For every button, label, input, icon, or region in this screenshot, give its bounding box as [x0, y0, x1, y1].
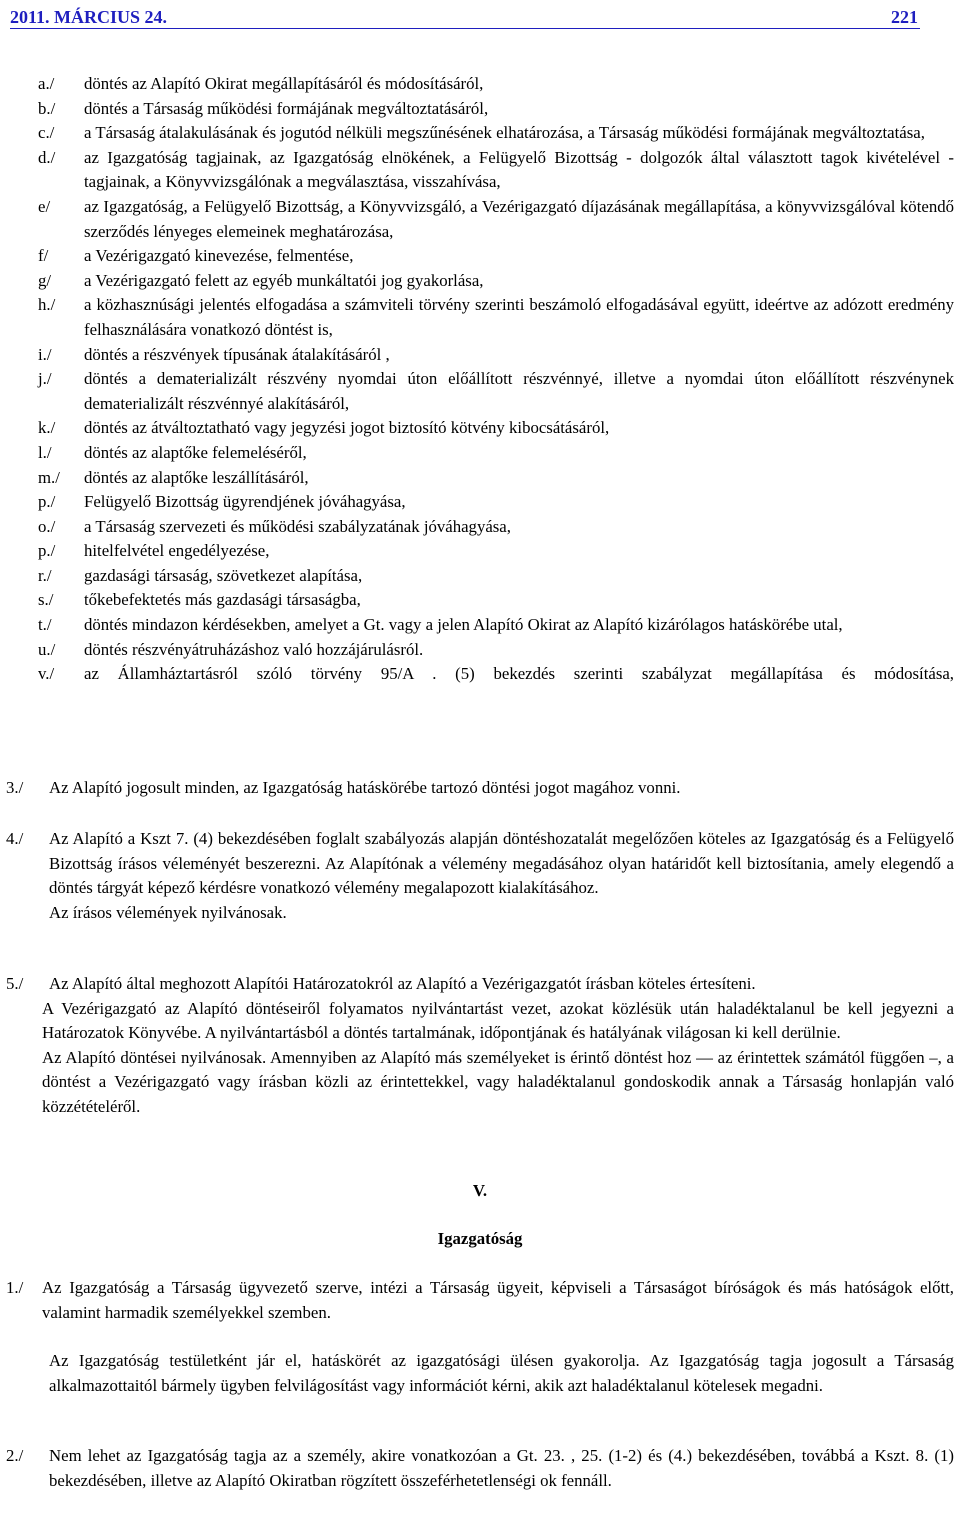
list-item-label: o./ — [38, 516, 56, 536]
list-item — [0, 97, 960, 122]
list-item — [0, 638, 960, 663]
list-item-text: döntés az Alapító Okirat megállapításáról és módosításáról, — [84, 74, 484, 93]
list-item-label: f/ — [38, 246, 49, 266]
paragraph-5 — [0, 972, 960, 1120]
paragraph-3 — [0, 776, 960, 801]
list-item — [0, 416, 960, 441]
list-item-text: az Államháztartásról szóló törvény 95/A . (5) bekezdés szerinti szabályzat megállapítása és módosítása, — [84, 664, 954, 684]
list-item-text: az Igazgatóság, a Felügyelő Bizottság, a Könyvvizsgáló, a Vezérigazgató díjazásának megállapítása, a könyvvizsgálóval kötendő szerződés lényeges elemeinek meghatározása, — [84, 196, 954, 241]
list-item — [0, 466, 960, 491]
list-item-text: döntés az átváltoztatható vagy jegyzési jogot biztosító kötvény kibocsátásáról, — [84, 418, 610, 438]
paragraph-text: Az Alapító jogosult minden, az Igazgatóság hatáskörébe tartozó döntési jogot magához vonni. — [49, 778, 681, 797]
paragraph-number: 3./ — [6, 778, 24, 797]
list-item-text: döntés az alaptőke felemeléséről, — [84, 442, 307, 462]
list-item-label: c./ — [38, 123, 55, 143]
list-item-label: h./ — [38, 295, 56, 315]
list-item-text: döntés a dematerializált részvény nyomdai úton előállított részvénnyé, illetve a nyomdai úton előállított részvénynek dematerializált részvénnyé alakításáról, — [84, 369, 954, 413]
list-item — [0, 269, 960, 294]
list-item-text: a közhasznúsági jelentés elfogadása a számviteli törvény szerinti beszámoló elfogadásával együtt, ideértve az adózott eredmény felhasználására vonatkozó döntést is, — [84, 295, 954, 339]
list-item-text: a Társaság átalakulásának és jogutód nélküli megszűnésének elhatározása, a Társaság működési formájának megváltoztatása, — [84, 123, 925, 143]
list-item-text: a Vezérigazgató kinevezése, felmentése, — [84, 246, 354, 266]
list-item-text: döntés a részvények típusának átalakításáról , — [84, 344, 390, 364]
list-item-text: a Vezérigazgató felett az egyéb munkáltatói jog gyakorlása, — [84, 270, 484, 290]
paragraph-text: Nem lehet az Igazgatóság tagja az a személy, akire vonatkozóan a Gt. 23. , 25. (1-2) és (4.) bekezdésében, továbbá a Kszt. 8. (1) bekezdésében, illetve az Alapító Okiratban rögzített összeférhetetlenségi ok fennáll. — [49, 1446, 954, 1490]
list-item-label: s./ — [38, 590, 54, 610]
list-item-text: döntés mindazon kérdésekben, amelyet a Gt. vagy a jelen Alapító Okirat az Alapító kizárólagos hatáskörébe utal, — [84, 615, 843, 635]
list-item-label: r./ — [38, 565, 52, 585]
list-item-text: hitelfelvétel engedélyezése, — [84, 541, 270, 561]
list-item — [0, 367, 960, 416]
list-item — [0, 662, 960, 687]
paragraph-text: Az Alapító a Kszt 7. (4) bekezdésében foglalt szabályozás alapján döntéshozatalát megelőzően köteles az Igazgatóság és a Felügyelő Bizottság írásos véleményét beszerezni. Az Alapítónak a vélemény megadásához olyan határidőt kell biztosítania, amely elegendő a döntés tárgyát képező kérdésre vonatkozó vélemény megalapozott kialakításához. — [49, 829, 954, 898]
list-item-label: l./ — [38, 442, 52, 462]
list-item-label: v./ — [38, 664, 55, 684]
section-numeral: V. — [472, 1181, 488, 1200]
paragraph-4 — [0, 827, 960, 925]
list-item — [0, 515, 960, 540]
list-item-label: p./ — [38, 492, 56, 512]
list-item-label: m./ — [38, 467, 60, 487]
list-item — [0, 441, 960, 466]
paragraph-number: 5./ — [6, 974, 24, 993]
page-number: 221 — [891, 7, 918, 27]
list-item — [0, 564, 960, 589]
list-item-label: i./ — [38, 344, 52, 364]
list-item — [0, 72, 960, 97]
paragraph-text: Az Alapító által meghozott Alapítói Határozatokról az Alapító a Vezérigazgatót írásban köteles értesíteni. — [49, 974, 756, 993]
list-item-text: tőkebefektetés más gazdasági társaságba, — [84, 590, 361, 610]
list-item-label: d./ — [38, 147, 56, 167]
list-item-label: k./ — [38, 418, 56, 438]
list-item-text: gazdasági társaság, szövetkezet alapítása, — [84, 565, 363, 585]
list-item-text: döntés a Társaság működési formájának megváltoztatásáról, — [84, 98, 489, 118]
list-item-label: b./ — [38, 98, 56, 118]
list-item — [0, 146, 960, 195]
list-item-label: e/ — [38, 196, 51, 216]
paragraph-sub-1: A Vezérigazgató az Alapító döntéseiről folyamatos nyilvántartást vezet, azokat közlésük után haladéktalanul be kell jegyezni a Határozatok Könyvébe. A nyilvántartásból a döntés tartalmának, időpontjának és hatályának világosan ki kell derülnie. — [42, 998, 954, 1043]
list-item-label: u./ — [38, 639, 56, 659]
list-item-label: p./ — [38, 541, 56, 561]
paragraph-text-2: Az Igazgatóság testületként jár el, hatáskörét az igazgatósági ülésen gyakorolja. Az Igazgatóság tagja jogosult a Társaság alkalmazottaitól bármely ügyben felvilágosítást vagy információt kérni, akik azt haladéktalanul kötelesek megadni. — [49, 1351, 954, 1395]
board-paragraph-1 — [0, 1276, 960, 1398]
list-item — [0, 195, 960, 244]
list-item — [0, 244, 960, 269]
paragraph-text: Az Igazgatóság a Társaság ügyvezető szerve, intézi a Társaság ügyeit, képviseli a Társaságot bíróságok és más hatóságok előtt, valamint harmadik személyekkel szemben. — [42, 1278, 954, 1322]
list-item-text: döntés részvényátruházáshoz való hozzájárulásról. — [84, 639, 424, 659]
list-item — [0, 293, 960, 342]
decision-list — [0, 72, 960, 687]
list-item-label: t./ — [38, 615, 52, 635]
header-rule — [10, 28, 920, 29]
paragraph-text-2: Az írásos vélemények nyilvánosak. — [49, 902, 287, 922]
list-item — [0, 490, 960, 515]
section-title: Igazgatóság — [437, 1229, 523, 1248]
paragraph-number: 1./ — [6, 1278, 24, 1297]
list-item — [0, 343, 960, 368]
paragraph-number: 2./ — [6, 1446, 24, 1465]
list-item-text: az Igazgatóság tagjainak, az Igazgatóság elnökének, a Felügyelő Bizottság - dolgozók által választott tagok kivételével - tagjainak, a Könyvvizsgálónak a megválasztása, visszahívása, — [84, 147, 954, 192]
list-item — [0, 588, 960, 613]
list-item-text: döntés az alaptőke leszállításáról, — [84, 467, 309, 487]
header-date: 2011. MÁRCIUS 24. — [10, 7, 168, 27]
list-item-label: j./ — [38, 369, 52, 389]
list-item-text: Felügyelő Bizottság ügyrendjének jóváhagyása, — [84, 492, 406, 512]
board-paragraph-2 — [0, 1444, 960, 1493]
list-item-label: g/ — [38, 270, 52, 290]
paragraph-number: 4./ — [6, 829, 24, 848]
list-item — [0, 539, 960, 564]
page-header — [10, 2, 920, 32]
list-item-label: a./ — [38, 74, 55, 93]
list-item-text: a Társaság szervezeti és működési szabályzatának jóváhagyása, — [84, 516, 511, 536]
list-item — [0, 613, 960, 638]
list-item — [0, 121, 960, 146]
paragraph-sub-2: Az Alapító döntései nyilvánosak. Amennyiben az Alapító más személyeket is érintő döntést hoz — az érintettek számától függően –, a döntést a Vezérigazgató vagy írásban közli az érintettekkel, vagy haladéktalanul gondoskodik annak a Társaság honlapján való közzétételéről. — [42, 1047, 954, 1116]
